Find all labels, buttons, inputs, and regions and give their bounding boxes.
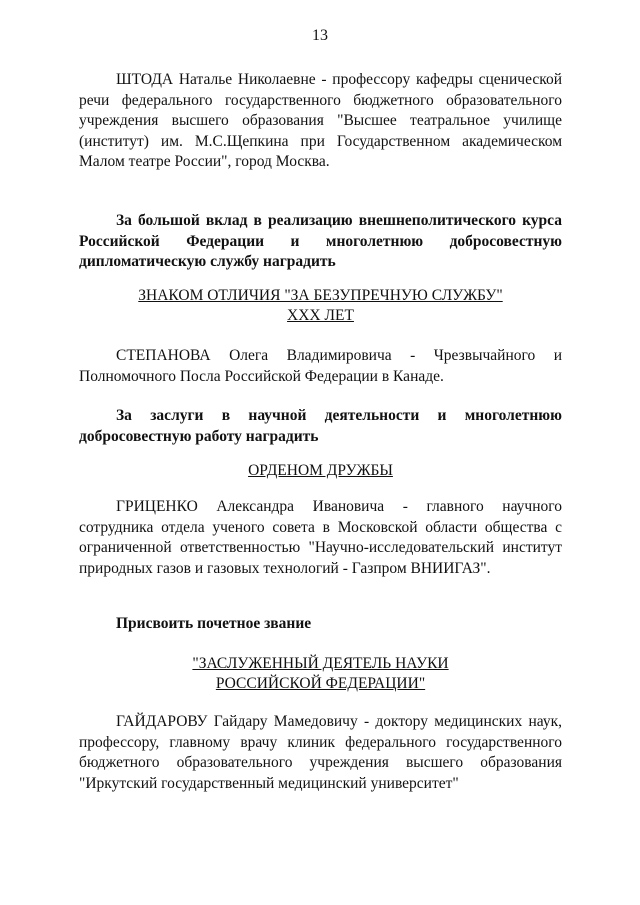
award-recipient-stepanov: СТЕПАНОВА Олега Владимировича - Чрезвычайного и Полномочного Посла Российской Федерации в Канаде. (79, 347, 562, 385)
decree-reason-honorary-title: Присвоить почетное звание (116, 615, 312, 632)
award-title-text: ОРДЕНОМ ДРУЖБЫ (248, 462, 393, 479)
honorary-title-line1 (79, 654, 562, 675)
award-recipient-shtoda: ШТОДА Наталье Николаевне - профессору кафедры сценической речи федерального государственного бюджетного образовательного учреждения высшего образования "Высшее театральное училище (институт) им. М.С.Щепкина при Государственном академическом Малом театре России", город Москва. (79, 71, 562, 170)
decree-reason-scientific-work: За заслуги в научной деятельности и многолетнюю добросовестную работу наградить (79, 407, 562, 445)
award-title-impeccable-service-line2 (79, 306, 562, 327)
honorary-title-text: "ЗАСЛУЖЕННЫЙ ДЕЯТЕЛЬ НАУКИ (192, 655, 449, 672)
page-number: 13 (312, 27, 328, 44)
award-recipient-gaydarov: ГАЙДАРОВУ Гайдару Мамедовичу - доктору медицинских наук, профессору, главному врачу клиник федерального государственного бюджетного образовательного учреждения высшего образования "Иркутский государственный медицинский университет" (79, 713, 562, 792)
award-title-impeccable-service-line1 (79, 286, 562, 307)
honorary-title-line2 (79, 674, 562, 695)
award-recipient-gritsenko: ГРИЦЕНКО Александра Ивановича - главного научного сотрудника отдела ученого совета в Московской области общества с ограниченной ответственностью "Научно-исследовательский институт природных газов и газовых технологий - Газпром ВНИИГАЗ". (79, 498, 562, 577)
decree-reason-diplomatic-service: За большой вклад в реализацию внешнеполитического курса Российской Федерации и многолетнюю добросовестную дипломатическую службу наградить (79, 212, 562, 270)
award-title-text: XXX ЛЕТ (287, 307, 354, 324)
award-title-order-of-friendship (79, 461, 562, 482)
award-title-text: ЗНАКОМ ОТЛИЧИЯ "ЗА БЕЗУПРЕЧНУЮ СЛУЖБУ" (138, 287, 503, 304)
honorary-title-text: РОССИЙСКОЙ ФЕДЕРАЦИИ" (215, 675, 426, 692)
